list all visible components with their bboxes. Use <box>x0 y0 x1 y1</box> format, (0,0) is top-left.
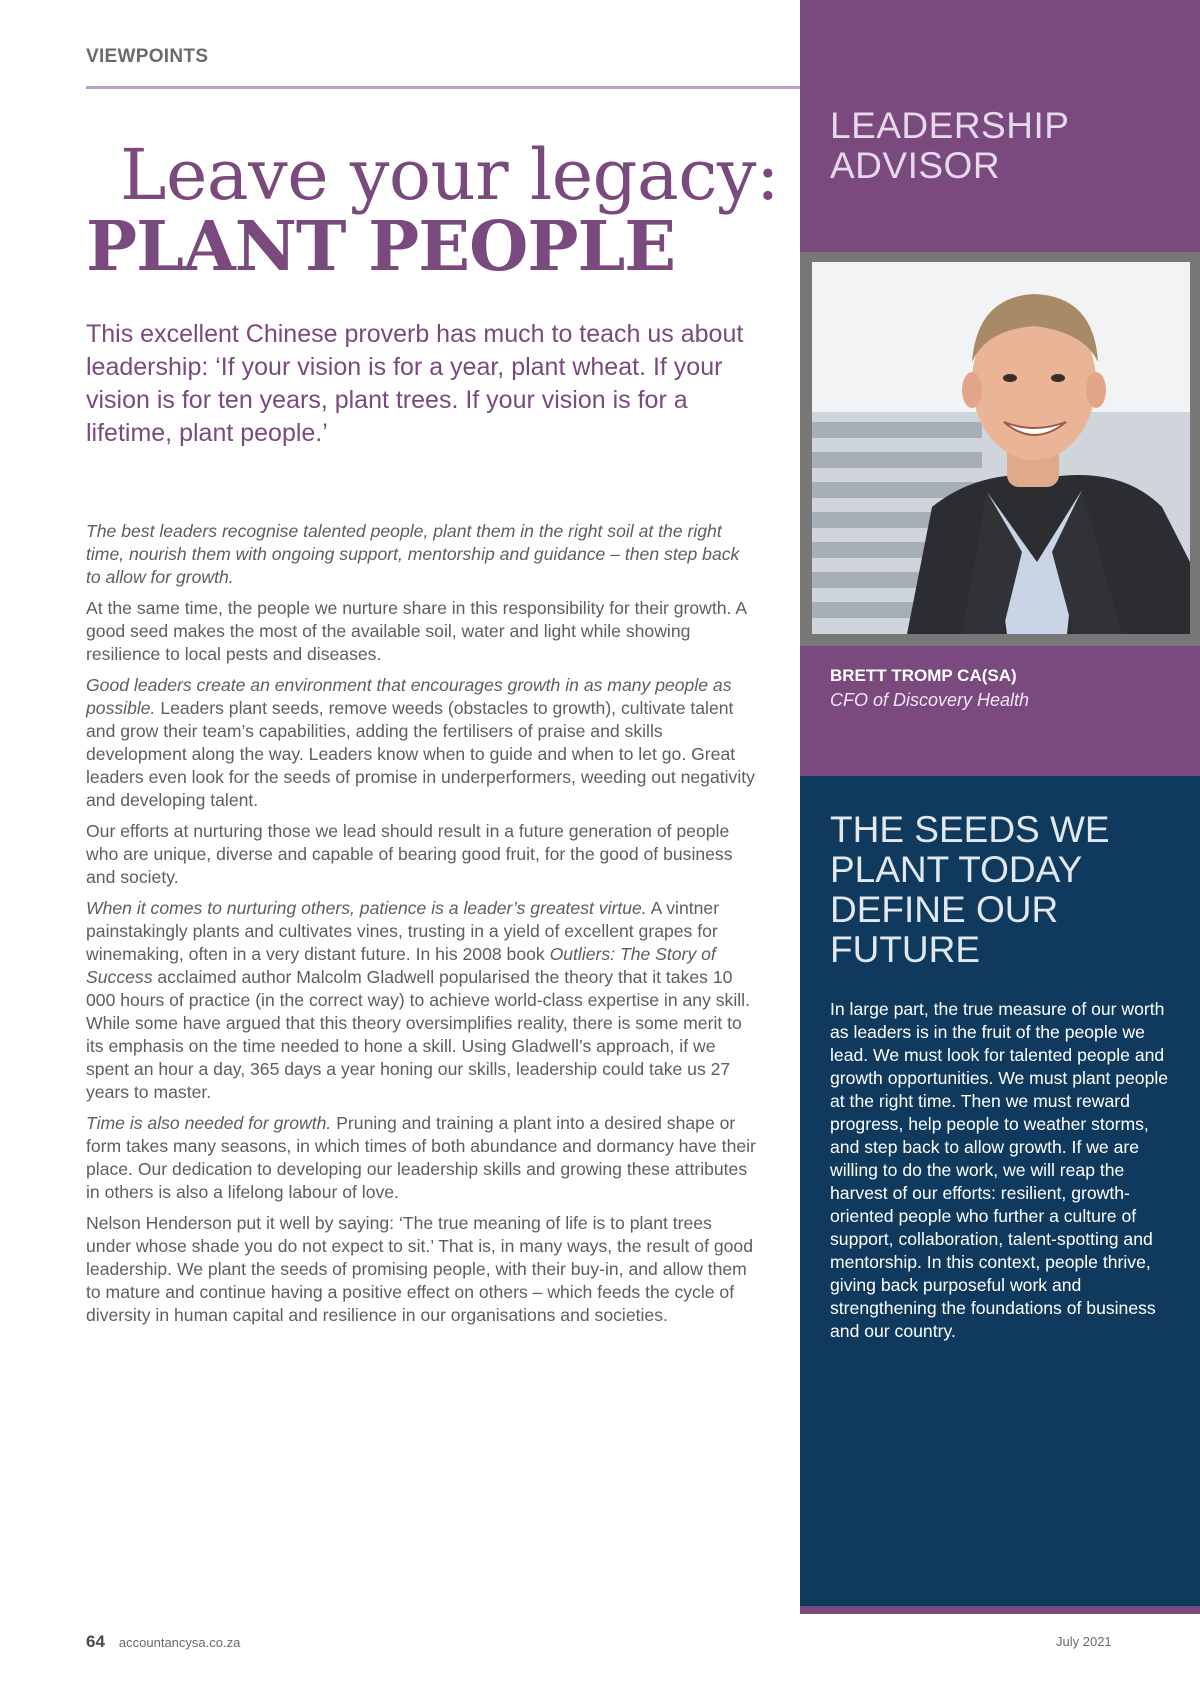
pullquote-body: In large part, the true measure of our worth as leaders is in the fruit of the people we lead. We must look for talented people and growth opportunities. We must plant people at the right time. Then we must reward progress, help people to weather storms, and step back to allow growth. If we are willing to do the work, we will reap the harvest of our efforts: resilient, growth-oriented people who further a culture of support, collaboration, talent-spotting and mentorship. In this context, people thrive, giving back purposeful work and strengthening the foundations of business and our country. <box>830 999 1169 1341</box>
body-paragraph-3 <box>86 674 758 812</box>
body-paragraph-6 <box>86 1112 758 1204</box>
p5-text-b: acclaimed author Malcolm Gladwell popularised the theory that it takes 10 000 hours of practice (in the correct way) to achieve world-class expertise in any skill. While some have argued that this theory oversimplifies reality, there is some merit to its emphasis on the time needed to hone a skill. Using Gladwell’s approach, if we spent an hour a day, 365 days a year honing our skills, leadership could take us 27 years to master. <box>86 967 750 1102</box>
author-info <box>800 646 1200 776</box>
headline-line-2: PLANT PEOPLE <box>86 207 676 287</box>
sidebar-heading-line-2: ADVISOR <box>830 145 1001 186</box>
p6-text: Pruning and training a plant into a desired shape or form takes many seasons, in which times of both abundance and dormancy have their place. Our dedication to developing our leadership skills and growing these attributes in others is also a lifelong labour of love. <box>86 1113 756 1202</box>
article-headline <box>86 134 786 287</box>
author-photo-frame <box>800 252 1200 646</box>
pullquote-title: THE SEEDS WE PLANT TODAY DEFINE OUR FUTURE <box>830 809 1110 970</box>
p1-italic: The best leaders recognise talented people, plant them in the right soil at the right time, nourish them with ongoing support, mentorship and guidance – then step back to allow for growth. <box>86 521 740 587</box>
section-divider <box>86 86 800 89</box>
body-paragraph-1 <box>86 520 758 589</box>
body-paragraph-4: Our efforts at nurturing those we lead should result in a future generation of people who are unique, diverse and capable of bearing good fruit, for the good of business and society. <box>86 821 733 887</box>
pullquote-box <box>800 776 1200 1614</box>
body-paragraph-2: At the same time, the people we nurture share in this responsibility for their growth. A good seed makes the most of the available soil, water and light while showing resilience to local pests and diseases. <box>86 598 747 664</box>
p6-italic: Time is also needed for growth. <box>86 1113 332 1133</box>
author-role: CFO of Discovery Health <box>830 690 1030 710</box>
footer-date: July 2021 <box>1056 1634 1112 1649</box>
p3-text: Leaders plant seeds, remove weeds (obstacles to growth), cultivate talent and grow their team’s capabilities, adding the fertilisers of praise and skills development along the way. Leaders know when to guide and when to let go. Great leaders even look for the seeds of promise in underperformers, weeding out negativity and developing talent. <box>86 698 755 810</box>
sidebar <box>800 0 1200 1614</box>
p5-text-a: A vintner painstakingly plants and cultivates vines, trusting in a yield of excellent grapes for winemaking, often in a very distant future. In his 2008 book <box>86 898 720 964</box>
sidebar-bottom-bar <box>800 1606 1200 1614</box>
headline-line-1: Leave your legacy: <box>120 134 780 216</box>
article-body <box>86 520 758 1335</box>
p5-book-title: Outliers: The Story of Success <box>86 944 716 987</box>
author-name: BRETT TROMP CA(SA) <box>830 666 1017 685</box>
author-portrait-illustration <box>812 262 1190 634</box>
section-label: VIEWPOINTS <box>86 46 209 67</box>
sidebar-heading <box>830 106 1069 186</box>
page-number: 64 <box>86 1632 105 1651</box>
article-lede: This excellent Chinese proverb has much to teach us about leadership: ‘If your vision is for a year, plant wheat. If your vision is for ten years, plant trees. If your vision is for a lifetime, plant people.’ <box>86 320 744 447</box>
sidebar-heading-line-1: LEADERSHIP <box>830 105 1070 146</box>
p3-italic: Good leaders create an environment that encourages growth in as many people as possible. <box>86 675 732 718</box>
sidebar-header <box>800 0 1200 252</box>
body-paragraph-5 <box>86 897 758 1104</box>
footer-website: accountancysa.co.za <box>118 1635 241 1650</box>
body-paragraph-7: Nelson Henderson put it well by saying: ‘The true meaning of life is to plant trees under whose shade you do not expect to sit.’ That is, in many ways, the result of good leadership. We plant the seeds of promising people, with their buy-in, and allow them to mature and continue having a positive effect on others – which feeds the cycle of diversity in human capital and resilience in our organisations and societies. <box>86 1213 753 1325</box>
author-photo <box>812 262 1190 634</box>
p5-italic: When it comes to nurturing others, patience is a leader’s greatest virtue. <box>86 898 647 918</box>
footer-left <box>86 1632 240 1652</box>
